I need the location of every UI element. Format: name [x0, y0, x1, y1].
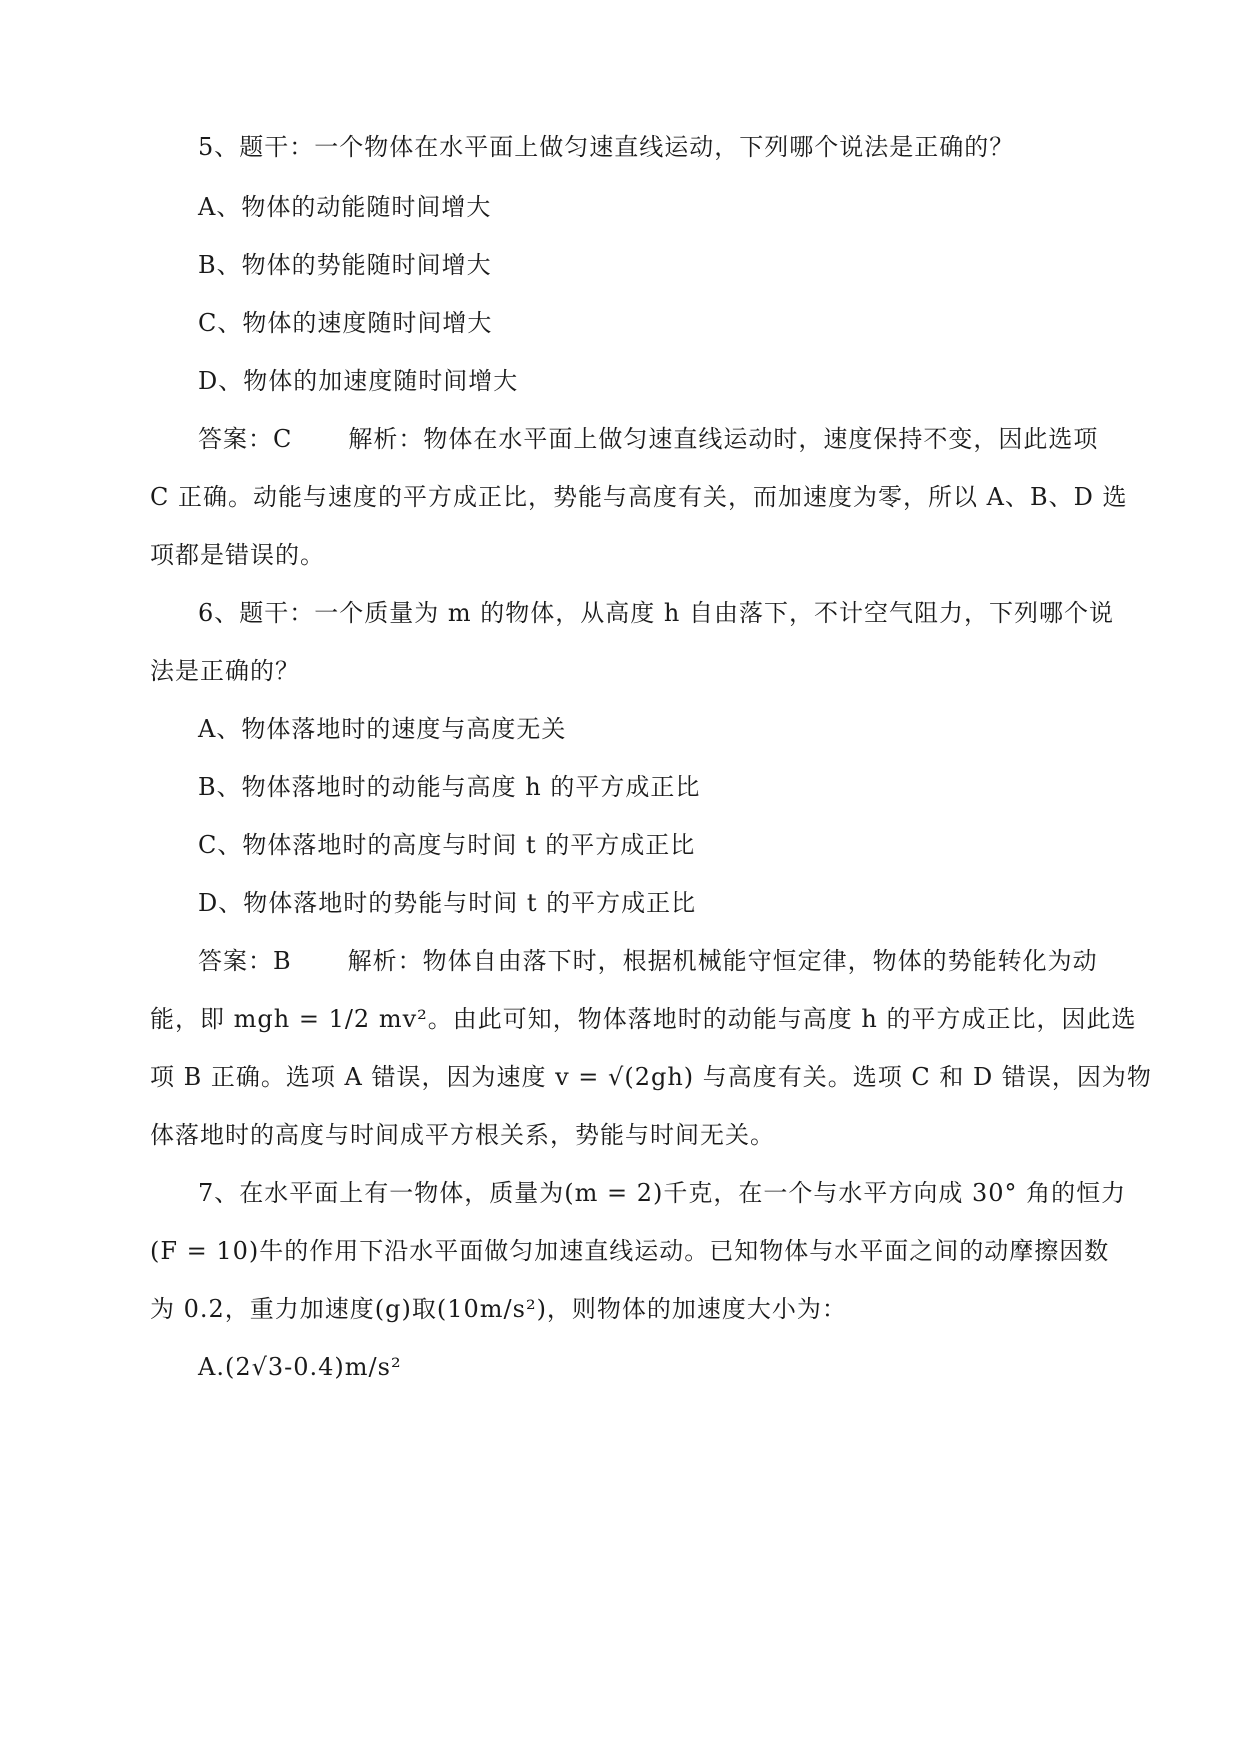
q6-stem-line-2: 法是正确的？	[150, 657, 300, 685]
q6-option-b: B、物体落地时的动能与高度 h 的平方成正比	[198, 773, 701, 801]
q5-answer-line	[198, 422, 1138, 456]
q5-analysis-line-1: 解析：物体在水平面上做匀速直线运动时，速度保持不变，因此选项	[348, 425, 1099, 453]
q7-stem-line-2: (F = 10)牛的作用下沿水平面做匀加速直线运动。已知物体与水平面之间的动摩擦因数	[150, 1237, 1110, 1265]
q6-analysis-line-2: 能，即 mgh = 1/2 mv²。由此可知，物体落地时的动能与高度 h 的平方成正比，因此选	[150, 1005, 1137, 1033]
q7-option-a: A.(2√3-0.4)m/s²	[198, 1353, 402, 1381]
q5-analysis-line-3: 项都是错误的。	[150, 541, 325, 569]
q5-answer: 答案：C	[198, 425, 293, 453]
q5-option-d: D、物体的加速度随时间增大	[198, 367, 519, 395]
q6-answer: 答案：B	[198, 947, 292, 975]
q6-stem-line-1: 6、题干：一个质量为 m 的物体，从高度 h 自由落下，不计空气阻力，下列哪个说	[198, 599, 1114, 627]
q5-stem: 5、题干：一个物体在水平面上做匀速直线运动，下列哪个说法是正确的？	[198, 133, 1015, 161]
q5-option-a: A、物体的动能随时间增大	[198, 193, 492, 221]
q6-option-c: C、物体落地时的高度与时间 t 的平方成正比	[198, 831, 696, 859]
q7-stem-line-3: 为 0.2，重力加速度(g)取(10m/s²)，则物体的加速度大小为：	[150, 1295, 847, 1323]
q6-analysis-line-3: 项 B 正确。选项 A 错误，因为速度 v = √(2gh) 与高度有关。选项 C 和 D 错误，因为物	[150, 1063, 1152, 1091]
q6-answer-line	[198, 944, 1138, 978]
q5-option-b: B、物体的势能随时间增大	[198, 251, 492, 279]
q6-option-d: D、物体落地时的势能与时间 t 的平方成正比	[198, 889, 697, 917]
q6-analysis-line-1: 解析：物体自由落下时，根据机械能守恒定律，物体的势能转化为动	[347, 947, 1098, 975]
q5-analysis-line-2: C 正确。动能与速度的平方成正比，势能与高度有关，而加速度为零，所以 A、B、D 选	[150, 483, 1128, 511]
q6-analysis-line-4: 体落地时的高度与时间成平方根关系，势能与时间无关。	[150, 1121, 775, 1149]
q6-option-a: A、物体落地时的速度与高度无关	[198, 715, 567, 743]
q5-option-c: C、物体的速度随时间增大	[198, 309, 493, 337]
q7-stem-line-1: 7、在水平面上有一物体，质量为(m = 2)千克，在一个与水平方向成 30° 角的恒力	[198, 1179, 1127, 1207]
